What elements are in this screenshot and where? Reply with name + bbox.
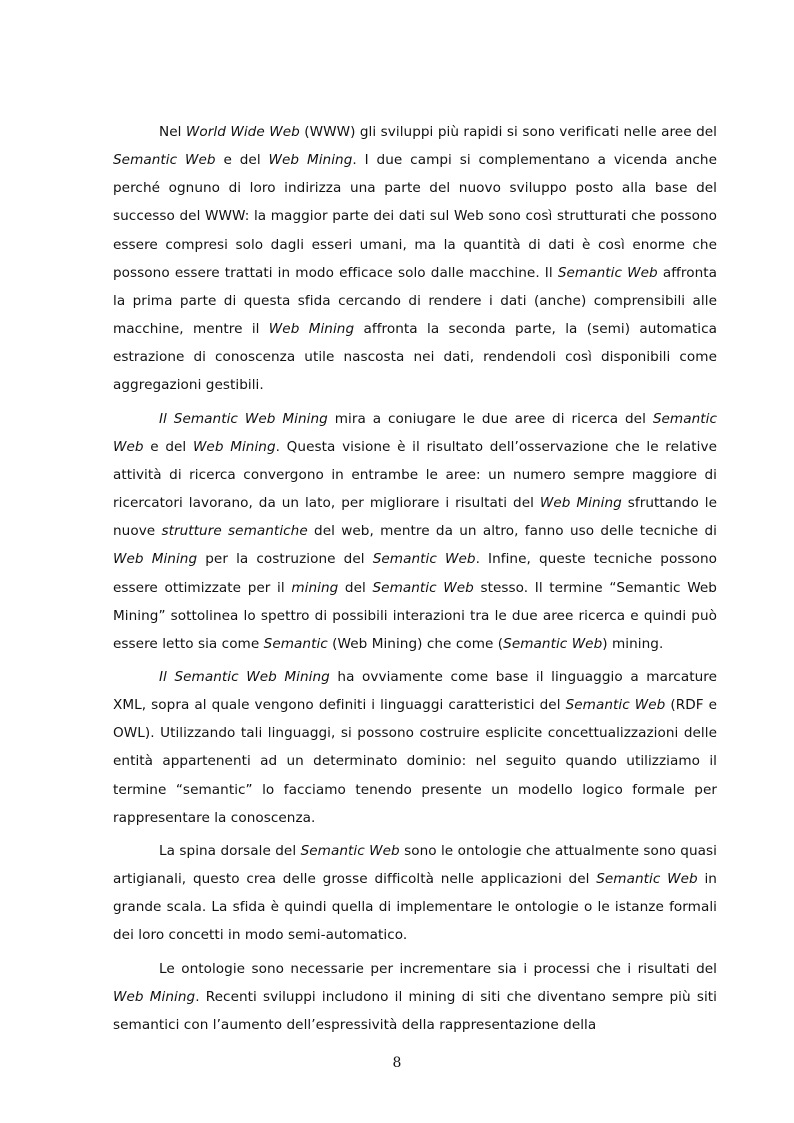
italic-run: Semantic Web <box>113 152 216 169</box>
body-text <box>113 118 717 1039</box>
text-run: per la costruzione del <box>197 551 373 568</box>
italic-run: mining <box>291 579 339 596</box>
italic-run: Web Mining <box>268 321 355 338</box>
italic-run: Semantic Web <box>557 264 658 281</box>
italic-run: World Wide Web <box>185 124 300 140</box>
text-run: La spina dorsale del <box>159 842 301 859</box>
text-run: . Questa visione è il risultato dell’osservazione che le relative attività di ricerca convergono in entrambe le aree: un numero sempre maggiore di ricercatori lavorano, da un lato, per migliorare i risultati del <box>113 438 717 512</box>
italic-run: Semantic Web <box>596 871 698 888</box>
text-run: Nel <box>159 124 186 140</box>
italic-run: Semantic Web <box>372 551 476 568</box>
text-run: sono le ontologie che attualmente sono quasi artigianali, questo crea delle grosse difficoltà nelle applicazioni del <box>113 842 717 888</box>
italic-run: Web Mining <box>192 438 276 455</box>
text-run: affronta la prima parte di questa sfida cercando di rendere i dati (anche) comprensibili alle macchine, mentre il <box>113 264 718 338</box>
text-run: . I due campi si complementano a vicenda anche perché ognuno di loro indirizza una parte del nuovo sviluppo posto alla base del successo del WWW: la maggior parte dei dati sul Web sono così strutturati che possono essere compresi solo dagli esseri umani, ma la quantità di dati è così enorme che possono essere trattati in modo efficace solo dalle macchine. Il <box>113 152 717 281</box>
italic-run: Il Semantic Web Mining <box>159 410 328 427</box>
paragraph-2 <box>113 405 717 658</box>
text-run: e del <box>143 438 193 455</box>
page-number: 8 <box>392 1055 402 1071</box>
italic-run: Semantic Web <box>300 842 400 859</box>
text-run: ) mining. <box>602 635 664 652</box>
text-run: (RDF e OWL). Utilizzando tali linguaggi, si possono costruire esplicite concettualizzazioni delle entità appartenenti ad un determinato dominio: nel seguito quando utilizziamo il termine “semantic” lo facciamo tenendo presente un modello logico formale per rappresentare la conoscenza. <box>113 697 717 826</box>
italic-run: Il Semantic Web Mining <box>159 668 330 685</box>
paragraph-1 <box>113 118 717 400</box>
paragraph-5 <box>113 955 717 1039</box>
italic-run: Semantic Web <box>503 635 603 652</box>
text-run: (WWW) gli sviluppi più rapidi si sono verificati nelle aree del <box>299 124 717 140</box>
text-run: e del <box>215 152 269 169</box>
italic-run: Web Mining <box>113 551 198 568</box>
italic-run: Semantic <box>263 635 328 652</box>
text-run: in grande scala. La sfida è quindi quella di implementare le ontologie o le istanze formali dei loro concetti in modo semi-automatico. <box>113 871 717 944</box>
text-run: (Web Mining) che come ( <box>327 635 504 652</box>
italic-run: Web Mining <box>268 152 353 169</box>
text-run: mira a coniugare le due aree di ricerca del <box>327 410 653 427</box>
text-run: . Recenti sviluppi includono il mining di siti che diventano sempre più siti semantici con l’aumento dell’espressività della rappresentazione della <box>113 988 717 1033</box>
italic-run: Semantic Web <box>113 410 717 455</box>
text-run: . Infine, queste tecniche possono essere ottimizzate per il <box>113 551 717 596</box>
italic-run: Semantic Web <box>372 579 474 596</box>
paragraph-3 <box>113 663 717 832</box>
text-run: ha ovviamente come base il linguaggio a marcature XML, sopra al quale vengono definiti i linguaggi caratteristici del <box>113 668 717 714</box>
text-run: del <box>338 579 373 596</box>
text-run: stesso. Il termine “Semantic Web Mining” sottolinea lo spettro di possibili interazioni tra le due aree ricerca e quindi può essere letto sia come <box>113 579 717 652</box>
italic-run: Web Mining <box>539 495 622 512</box>
text-run: Le ontologie sono necessarie per incrementare sia i processi che i risultati del <box>159 960 717 977</box>
text-run: affronta la seconda parte, la (semi) automatica estrazione di conoscenza utile nascosta nei dati, rendendoli così disponibili come aggregazioni gestibili. <box>113 321 717 394</box>
italic-run: Web Mining <box>113 988 196 1005</box>
italic-run: Semantic Web <box>565 697 666 714</box>
italic-run: strutture semantiche <box>161 523 308 540</box>
paragraph-4 <box>113 837 717 950</box>
text-run: sfruttando le nuove <box>113 495 717 540</box>
text-run: del web, mentre da un altro, fanno uso delle tecniche di <box>307 523 717 540</box>
